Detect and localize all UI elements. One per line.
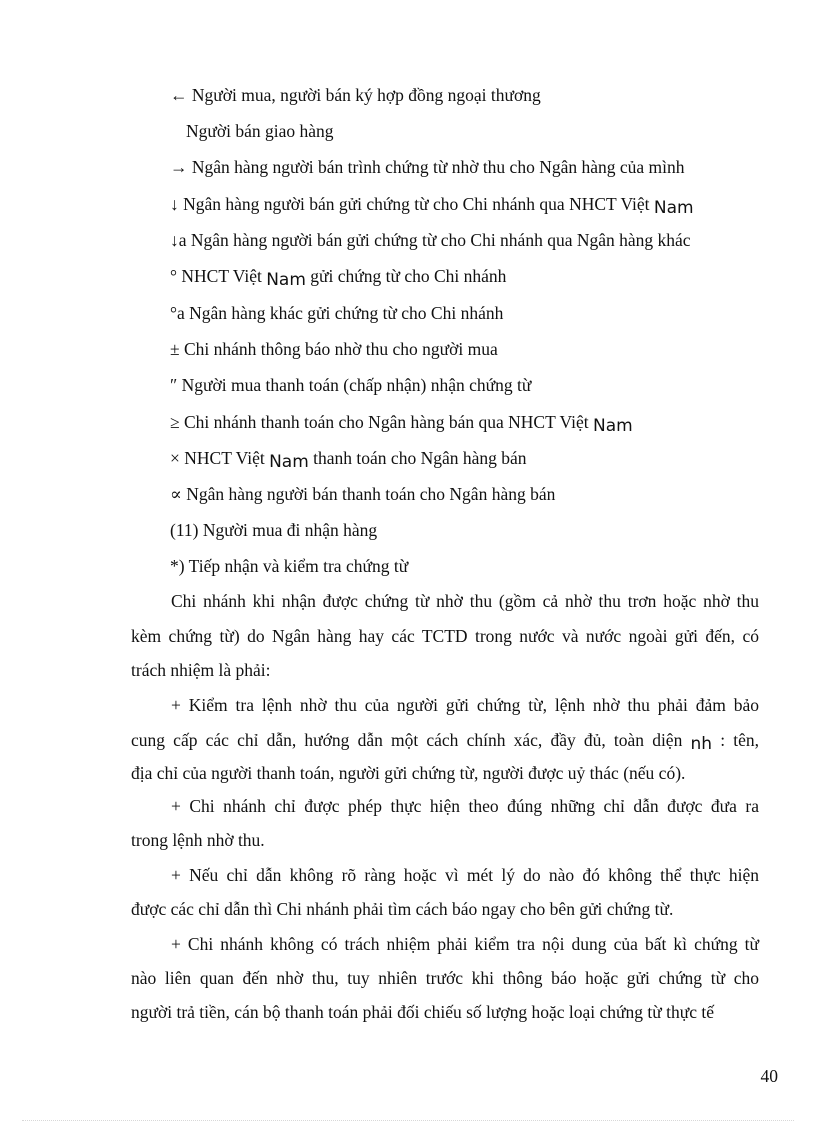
section-heading: *) Tiếp nhận và kiểm tra chứng từ (170, 556, 409, 576)
step-2: Người bán giao hàng (186, 121, 334, 141)
step-5: ° NHCT Việt Nam gửi chứng từ cho Chi nhánh (170, 266, 507, 290)
page-bottom-divider (22, 1120, 794, 1121)
step-7: ″ Người mua thanh toán (chấp nhận) nhận chứng từ (170, 375, 532, 395)
step-1: ← Người mua, người bán ký hợp đồng ngoại thương (170, 85, 541, 105)
para4-line1: + Nếu chỉ dẫn không rõ ràng hoặc vì mét lý do nào đó không thể thực hiện (171, 865, 759, 885)
para1-line3: trách nhiệm là phải: (131, 660, 271, 680)
para2-line2: cung cấp các chỉ dẫn, hướng dẫn một cách chính xác, đầy đủ, toàn diện nh : tên, (131, 730, 760, 754)
step-3: → Ngân hàng người bán trình chứng từ nhờ thu cho Ngân hàng của mình (170, 157, 685, 177)
para2-line3: địa chỉ của người thanh toán, người gửi chứng từ, người được uỷ thác (nếu có). (131, 763, 686, 783)
para5-line1: + Chi nhánh không có trách nhiệm phải kiểm tra nội dung của bất kì chứng từ (171, 934, 759, 954)
para2-line1: + Kiểm tra lệnh nhờ thu của người gửi chứng từ, lệnh nhờ thu phải đảm bảo (171, 695, 759, 715)
para4-line2: được các chỉ dẫn thì Chi nhánh phải tìm cách báo ngay cho bên gửi chứng từ. (131, 899, 674, 919)
para3-line1: + Chi nhánh chỉ được phép thực hiện theo đúng những chỉ dẫn được đưa ra (171, 796, 759, 816)
step-11: (11) Người mua đi nhận hàng (170, 520, 378, 540)
page-number: 40 (760, 1066, 778, 1086)
step-6: ± Chi nhánh thông báo nhờ thu cho người mua (170, 339, 498, 359)
step-4a: ↓a Ngân hàng người bán gửi chứng từ cho Chi nhánh qua Ngân hàng khác (170, 230, 691, 250)
step-4: ↓ Ngân hàng người bán gửi chứng từ cho Chi nhánh qua NHCT Việt Nam (170, 194, 694, 218)
step-9: × NHCT Việt Nam thanh toán cho Ngân hàng bán (170, 448, 527, 472)
step-5a: °a Ngân hàng khác gửi chứng từ cho Chi nhánh (170, 303, 504, 323)
para1-line2: kèm chứng từ) do Ngân hàng hay các TCTD trong nước và nước ngoài gửi đến, có (131, 626, 759, 646)
para3-line2: trong lệnh nhờ thu. (131, 830, 265, 850)
step-10: ∝ Ngân hàng người bán thanh toán cho Ngân hàng bán (170, 484, 556, 504)
para1-line1: Chi nhánh khi nhận được chứng từ nhờ thu (gồm cả nhờ thu trơn hoặc nhờ thu (171, 591, 759, 611)
step-8: ≥ Chi nhánh thanh toán cho Ngân hàng bán qua NHCT Việt Nam (170, 412, 633, 436)
para5-line2: nào liên quan đến nhờ thu, tuy nhiên trước khi thông báo hoặc gửi chứng từ cho (131, 968, 759, 988)
para5-line3: người trả tiền, cán bộ thanh toán phải đối chiếu số lượng hoặc loại chứng từ thực tế (131, 1002, 715, 1022)
